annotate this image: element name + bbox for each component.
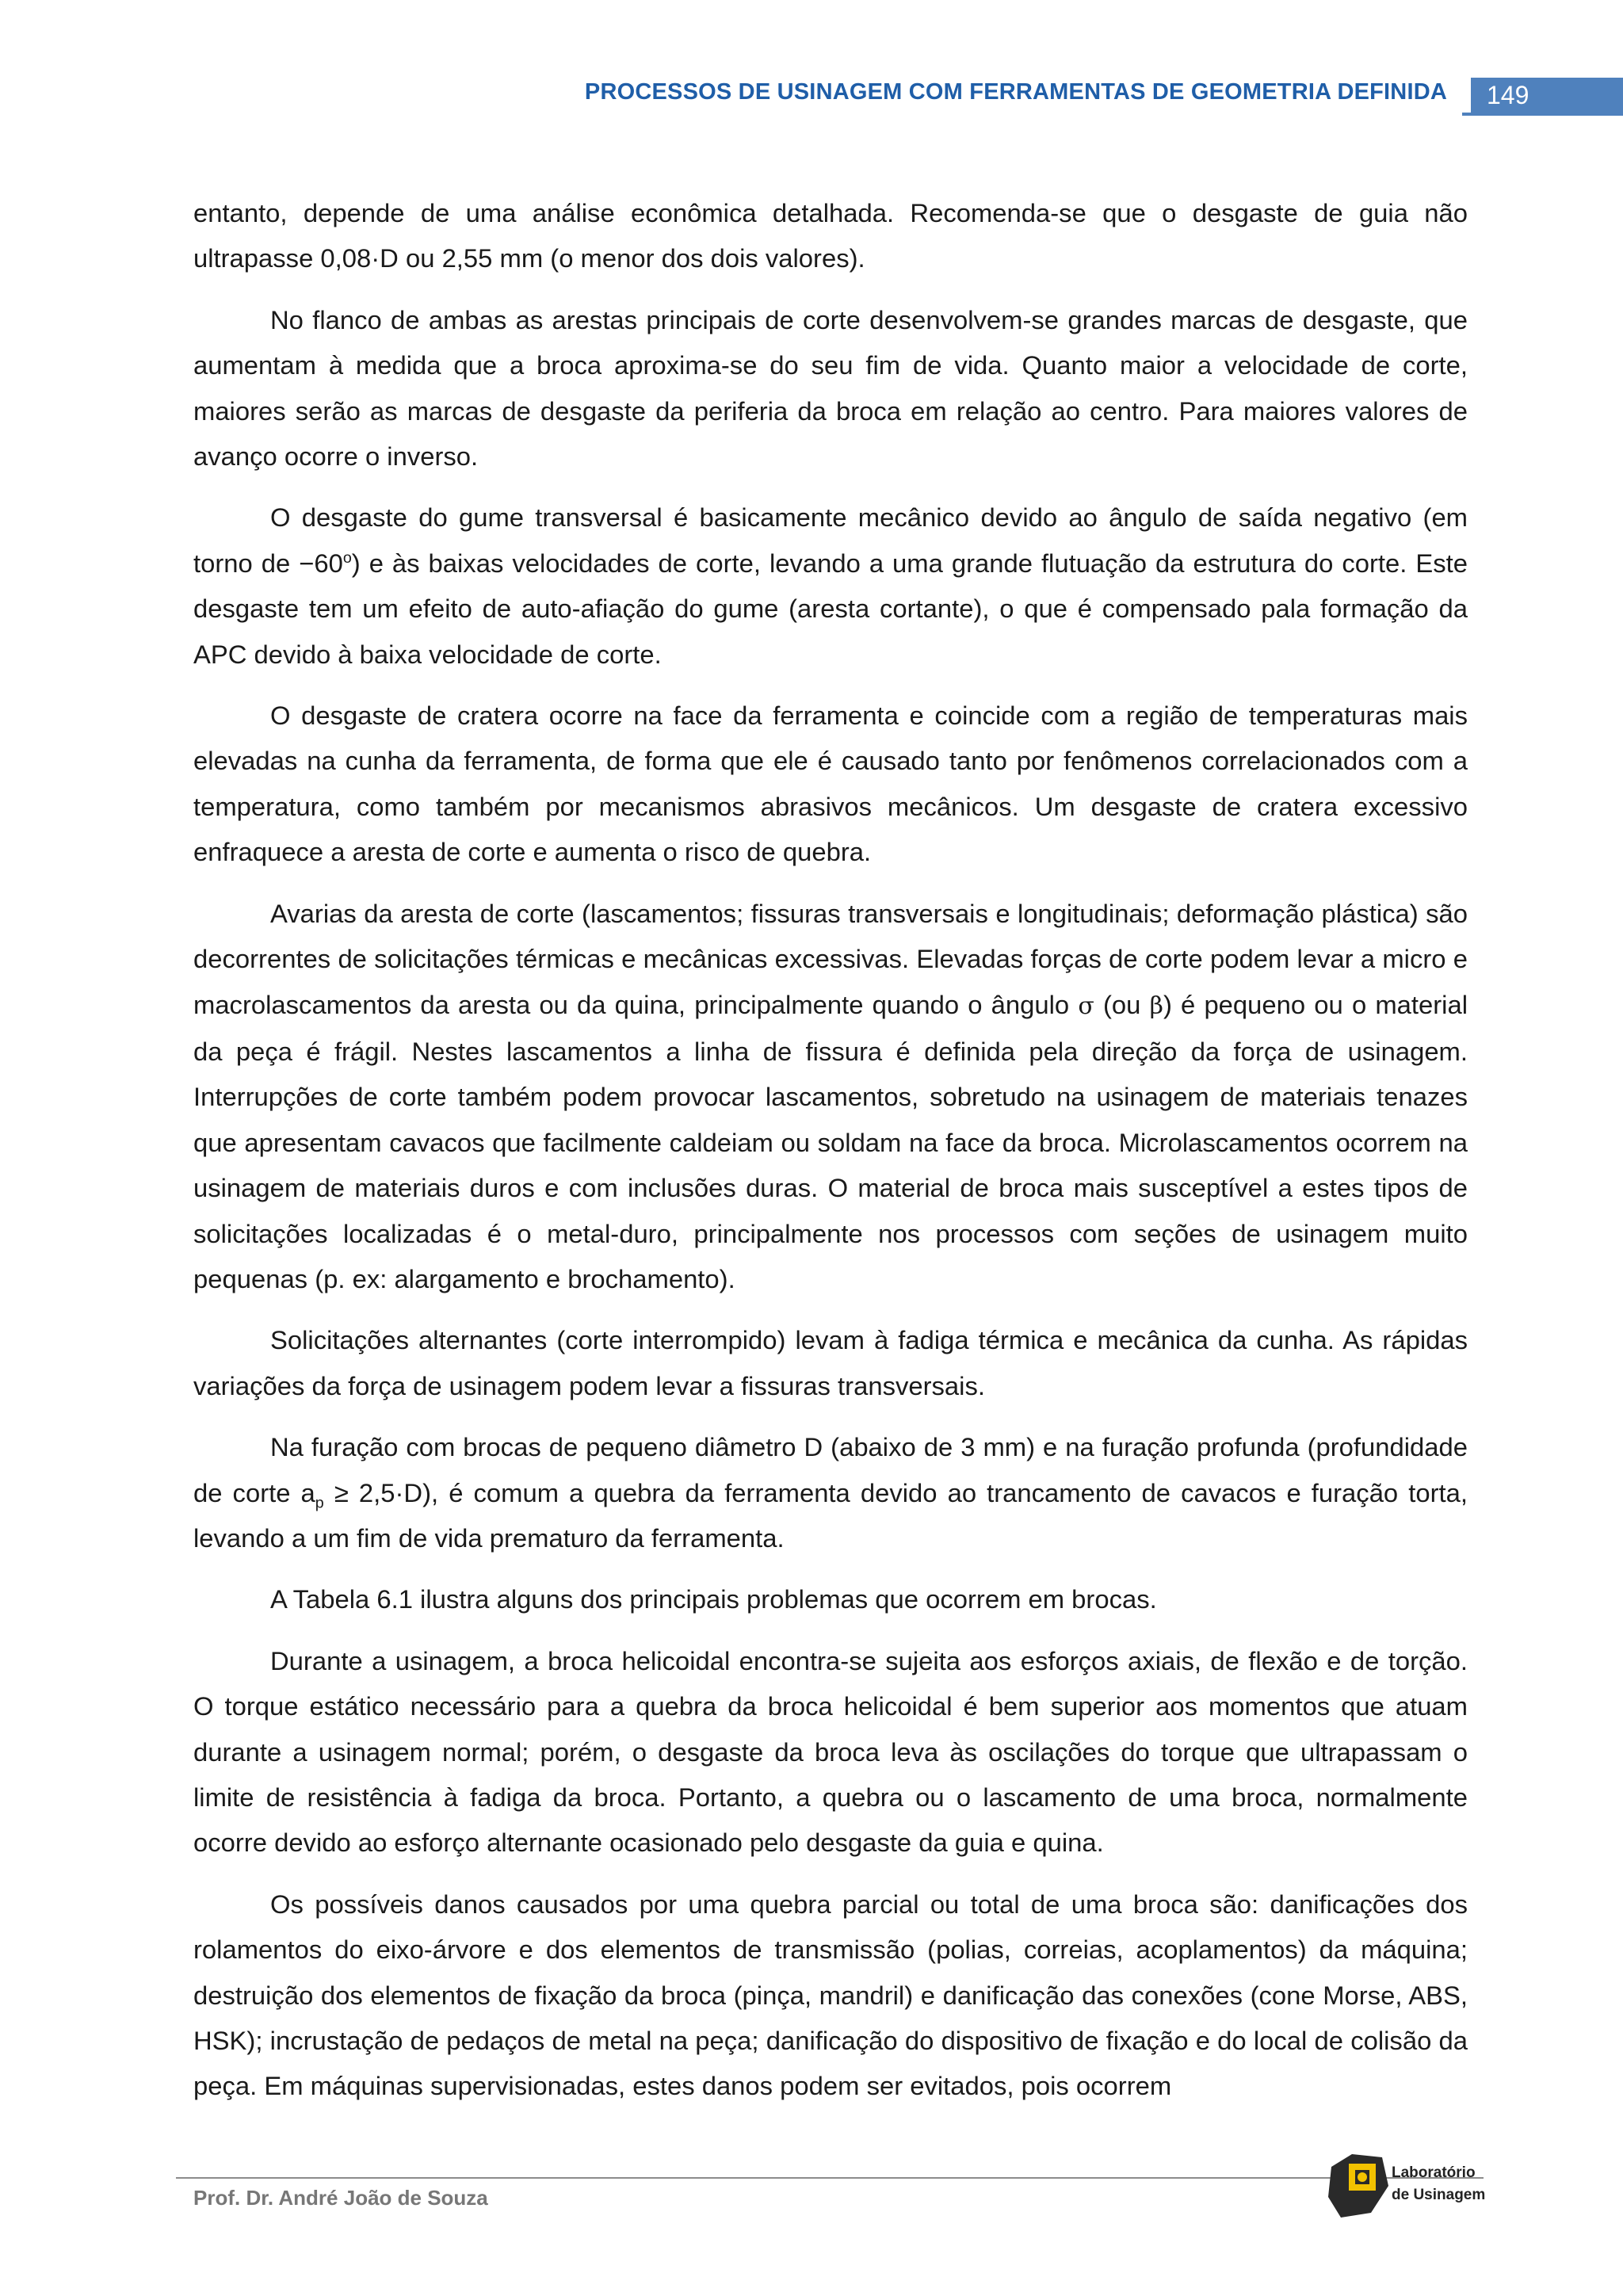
angle-value: −60: [299, 548, 343, 578]
p7-text-a: Na furação com brocas de pequeno diâmetro D (abaixo de 3 mm) e na furação profunda (profundidade de corte a: [193, 1432, 1468, 1507]
p7-text-b: 2,5·D), é comum a quebra da ferramenta devido ao trancamento de cavacos e furação torta, levando a um fim de vida prematuro da ferramenta.: [193, 1477, 1468, 1553]
p5-text-b: (ou: [1094, 989, 1150, 1019]
beta-symbol: β: [1149, 991, 1163, 1020]
p5-text-a: Avarias da aresta de corte (lascamentos; fissuras transversais e longitudinais; deformação plástica) são decorrentes de solicitações térmicas e mecânicas excessivas. Elevadas forças de corte podem levar a micro e macrolascamentos da aresta ou da quina, principalmente quando o ângulo: [193, 898, 1468, 1019]
paragraph-7: [193, 1424, 1468, 1561]
lab-logo-text: [1392, 2162, 1485, 2206]
sigma-symbol: σ: [1078, 991, 1094, 1020]
paragraph-1: entanto, depende de uma análise econômica detalhada. Recomenda-se que o desgaste de guia não ultrapasse 0,08·D ou 2,55 mm (o menor dos dois valores).: [193, 198, 1468, 273]
logo-line-1: Laboratório: [1392, 2164, 1476, 2181]
p3-text-a: O desgaste do gume transversal é basicamente mecânico devido ao ângulo de saída negativo (em torno de: [193, 502, 1468, 578]
paragraph-9: Durante a usinagem, a broca helicoidal encontra-se sujeita aos esforços axiais, de flexão e de torção. O torque estático necessário para a quebra da broca helicoidal é bem superior aos momentos que atuam durante a usinagem normal; porém, o desgaste da broca leva às oscilações do torque que ultrapassam o limite de resistência à fadiga da broca. Portanto, a quebra ou o lascamento de uma broca, normalmente ocorre devido ao esforço alternante ocasionado pelo desgaste da guia e quina.: [193, 1645, 1468, 1858]
degree-mark: o: [342, 548, 352, 567]
page-header: [0, 78, 1623, 116]
paragraph-6: Solicitações alternantes (corte interrompido) levam à fadiga térmica e mecânica da cunha. As rápidas variações da força de usinagem podem levar a fissuras transversais.: [193, 1325, 1468, 1400]
logo-line-2: de Usinagem: [1392, 2187, 1486, 2203]
header-rule: [1462, 113, 1623, 116]
paragraph-5: [193, 891, 1468, 1302]
paragraph-8: A Tabela 6.1 ilustra alguns dos principais problemas que ocorrem em brocas.: [270, 1584, 1157, 1614]
p5-text-c: ) é pequeno ou o material da peça é frágil. Nestes lascamentos a linha de fissura é definida pela direção da força de usinagem. Interrupções de corte também podem provocar lascamentos, sobretudo na usinagem de materiais tenazes que apresentam cavacos que facilmente caldeiam ou soldam na face da broca. Microlascamentos ocorrem na usinagem de materiais duros e com inclusões duras. O material de broca mais susceptível a estes tipos de solicitações localizadas é o metal-duro, principalmente nos processos com seções de usinagem muito pequenas (p. ex: alargamento e brochamento).: [193, 989, 1468, 1293]
header-title: PROCESSOS DE USINAGEM COM FERRAMENTAS DE GEOMETRIA DEFINIDA: [584, 79, 1447, 105]
page-number-box: [1471, 78, 1623, 116]
body-text: [193, 190, 1468, 2125]
lab-logo: [1325, 2149, 1491, 2225]
paragraph-3: [193, 495, 1468, 677]
p3-text-b: ) e às baixas velocidades de corte, levando a uma grande flutuação da estrutura do corte. Este desgaste tem um efeito de auto-afiação do gume (aresta cortante), o que é compensado pala formação da APC devido à baixa velocidade de corte.: [193, 548, 1468, 669]
paragraph-2: No flanco de ambas as arestas principais de corte desenvolvem-se grandes marcas de desgaste, que aumentam à medida que a broca aproxima-se do seu fim de vida. Quanto maior a velocidade de corte, maiores serão as marcas de desgaste da periferia da broca em relação ao centro. Para maiores valores de avanço ocorre o inverso.: [193, 304, 1468, 472]
lab-logo-icon: [1325, 2149, 1392, 2225]
footer-rule: [176, 2177, 1484, 2179]
footer-author: Prof. Dr. André João de Souza: [193, 2186, 488, 2210]
paragraph-4: O desgaste de cratera ocorre na face da ferramenta e coincide com a região de temperaturas mais elevadas na cunha da ferramenta, de forma que ele é causado tanto por fenômenos correlacionados com a temperatura, como também por mecanismos abrasivos mecânicos. Um desgaste de cratera excessivo enfraquece a aresta de corte e aumenta o risco de quebra.: [193, 701, 1468, 867]
subscript-p: p: [315, 1494, 324, 1512]
page-number: 149: [1487, 81, 1529, 109]
paragraph-10: Os possíveis danos causados por uma quebra parcial ou total de uma broca são: danificações dos rolamentos do eixo-árvore e dos elementos de transmissão (polias, correias, acoplamentos) da máquina; destruição dos elementos de fixação da broca (pinça, mandril) e danificação das conexões (cone Morse, ABS, HSK); incrustação de pedaços de metal na peça; danificação do dispositivo de fixação e do local de colisão da peça. Em máquinas supervisionadas, estes danos podem ser evitados, pois ocorrem: [193, 1889, 1468, 2101]
geq-symbol: ≥: [323, 1477, 359, 1507]
